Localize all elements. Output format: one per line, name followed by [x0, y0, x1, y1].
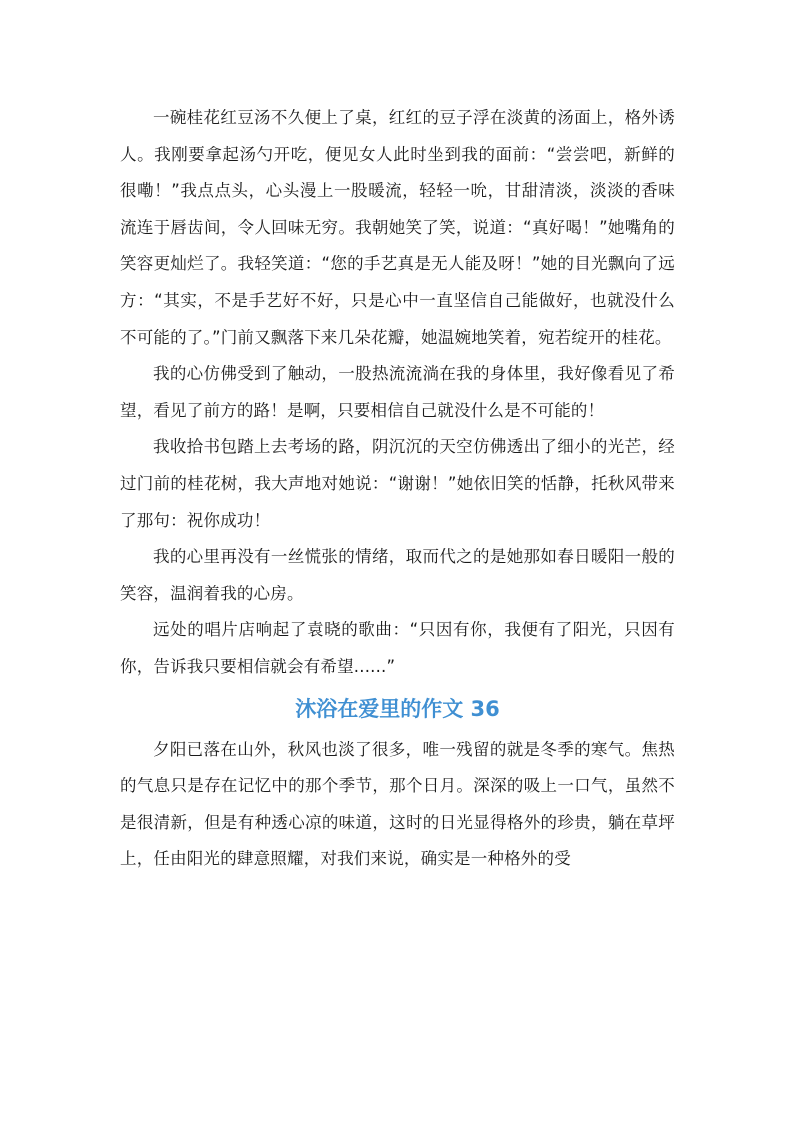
paragraph: 我的心里再没有一丝慌张的情绪，取而代之的是她那如春日暖阳一般的笑容，温润着我的心房。: [120, 547, 675, 603]
paragraph: 我的心仿佛受到了触动，一股热流流淌在我的身体里，我好像看见了希望，看见了前方的路！是啊，只要相信自己就没什么是不可能的！: [120, 364, 675, 420]
paragraph: 一碗桂花红豆汤不久便上了桌，红红的豆子浮在淡黄的汤面上，格外诱人。我刚要拿起汤勺开吃，便见女人此时坐到我的面前：“尝尝吧，新鲜的很嘞！”我点点头，心头漫上一股暖流，轻轻一吮，甘甜清淡，淡淡的香味流连于唇齿间，令人回味无穷。我朝她笑了笑，说道：“真好喝！”她嘴角的笑容更灿烂了。我轻笑道：“您的手艺真是无人能及呀！”她的目光飘向了远方：“其实，不是手艺好不好，只是心中一直坚信自己能做好，也就没什么不可能的了。”门前又飘落下来几朵花瓣，她温婉地笑着，宛若绽开的桂花。: [120, 108, 675, 347]
document-body: [120, 100, 675, 878]
paragraph: 夕阳已落在山外，秋风也淡了很多，唯一残留的就是冬季的寒气。焦热的气息只是存在记忆中的那个季节，那个日月。深深的吸上一口气，虽然不是很清新，但是有种透心凉的味道，这时的日光显得格外的珍贵，躺在草坪上，任由阳光的肆意照耀，对我们来说，确实是一种格外的受: [120, 739, 675, 869]
paragraph: 远处的唱片店响起了袁晓的歌曲：“只因有你，我便有了阳光，只因有你，告诉我只要相信就会有希望......”: [120, 620, 675, 676]
section-heading: 沐浴在爱里的作文 36: [295, 696, 500, 721]
paragraph: 我收拾书包踏上去考场的路，阴沉沉的天空仿佛透出了细小的光芒，经过门前的桂花树，我大声地对她说：“谢谢！”她依旧笑的恬静，托秋风带来了那句：祝你成功！: [120, 437, 675, 530]
